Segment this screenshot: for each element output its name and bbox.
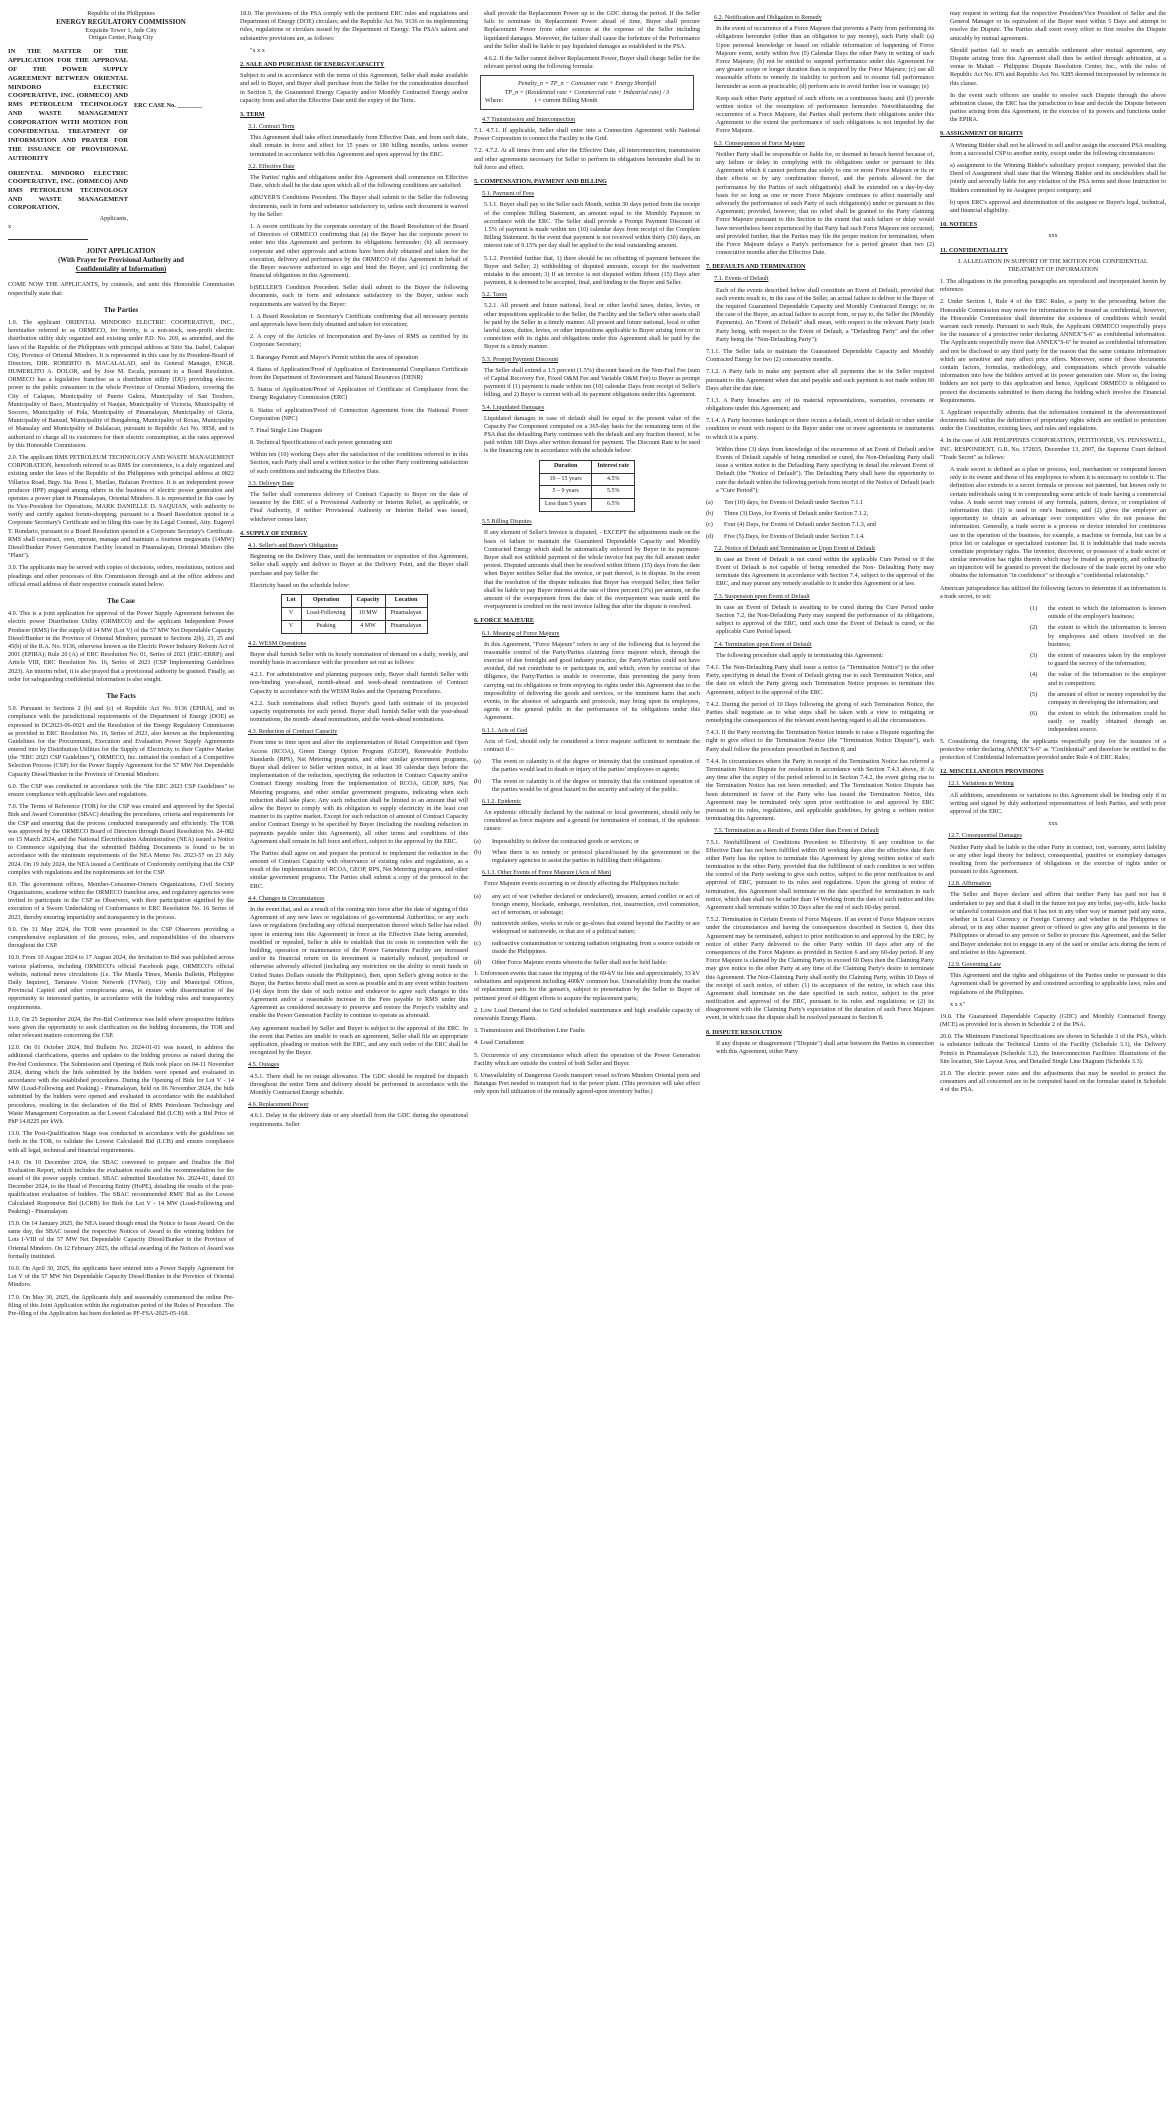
force-majeure-2: 2. Low Load Demand due to Grid scheduled maintenance and high available capacity of renewable Energy Plants.: [474, 1006, 700, 1022]
allegation-3: 3. Applicant respectfully submits that the information contained in the abovementioned documents fall within the definition of proprietary rights which are entitled to protection under the Constitution, existing laws, and rules and regulations.: [940, 408, 1166, 433]
case-caption: [8, 48, 234, 164]
list-item-text: The event or calamity is of the degree or intensity that the continued operation of the parties would be of great hazard to the security and safety of the public.: [492, 777, 700, 793]
list-item-text: radioactive contamination or ionizing radiation originating from a source outside or inside the Philippines.: [492, 939, 700, 955]
section-5-title: 5. COMPENSATION, PAYMENT AND BILLING: [474, 178, 607, 185]
list-item: (2) the extent to which the information is known by employees and others involved in the business;: [1030, 624, 1166, 648]
paragraph-6: 6.0. The CSP was conducted in accordance with the "the ERC 2023 CSP Guidelines" to ensure compliance with applicable laws and regulations.: [8, 782, 234, 799]
section-4-2-text: Buyer shall furnish Seller with its hourly nomination of demand on a daily, weekly, and monthly basis in accordance with the procedure set out as follows:: [250, 650, 468, 666]
list-item-text: The event or calamity is of the degree or intensity that the continued operation of the parties would lead to death or injury of the parties' employees or agents;: [492, 758, 700, 774]
section-3-3-text: The Seller shall commence delivery of Contract Capacity to Buyer on the date of issuance by the ERC of a Provisional Authority or Interim Relief, as applicable, or Final Authority, if neither Provisional Authority or Interim Relief was issued, whichever comes later;: [250, 491, 468, 523]
table-header-cell: Capacity: [351, 594, 385, 607]
section-6-2-text-b: Keep each other Party apprised of such efforts on a continuous basis; and (f) provide written notice of the resumption of performance hereunder. Notwithstanding the occurrence of a Force Majeure, the Parties shall perform their obligations under this Agreement to the extent the performance of such obligations is not impeded by the Force Majeure.: [716, 94, 934, 135]
paragraph-12: 12.0. On 01 October 2024, Bid Bulletin No. 2024-01-01 was issued, to address the additional clarifications, queries and updates to the bidding process as raised during the Pre-bid Conference. The Submission and Opening of Bids took place on 04-11 November 2024, during which the bids submitted by the bidders were opened and evaluated in accordance with the established procedures. During the Opening of Bids for Lot V - 14 MW (Load-Following and Peaking) - Pinamalayan, held on 06 November 2024, the bids submitted by the bidders were opened and evaluated in accordance with the established procedures, resulting in the declaration of the Bid of RMS Petroleum Technology and Waste Management Corporation as the Lowest Calculated Bid (LCB) with a Bid Price of PhP 14.8225 per kWh.: [8, 1044, 234, 1125]
list-item-text: Other Force Majeure events wherein the Seller shall not be held liable:: [492, 958, 668, 966]
table-cell: 5 – 9 years: [539, 486, 592, 499]
section-3-2-b-8: 8. Technical Specifications of each power generating unit: [250, 439, 393, 447]
section-3-title: 3. TERM: [240, 110, 265, 118]
applicants-names: ORIENTAL MINDORO ELECTRIC COOPERATIVE, INC. (ORMECO) AND RMS PETROLEUM TECHNOLOGY AND WASTE MANAGEMENT CORPORATION,: [8, 169, 128, 212]
applicants-label: Applicants,: [99, 215, 128, 223]
list-item: (a) Impossibility to deliver the contracted goods or services; or: [474, 838, 700, 846]
section-7-4-3: 7.4.3. If the Party receiving the Termination Notice intends to raise a Dispute regarding the right to give effect to the Termination Notice (the "Termination Notice Dispute"), such Party shall follow the procedure prescribed in Section 8; and: [706, 729, 934, 753]
section-7-1-4: 7.1.4. A Party becomes bankrupt or there occurs a default, event of default or other similar condition or event with respect to the Buyer under one or more agreements or instruments to which it is a party.: [706, 417, 934, 441]
section-4-3-text-b: The Parties shall agree on and prepare the protocol to implement the reduction in the amount of Contract Capacity with observance of existing rules and regulations, as a result of the implementation of RCOA, GEOP, RPS, Net Metering programs, and other similar government programs. The Parties shall submit a copy of the protocol to the ERC.: [250, 849, 468, 890]
section-10-title: 10. NOTICES: [940, 221, 978, 229]
table-header-cell: Interest rate: [592, 460, 635, 473]
paragraph-7: 7.0. The Terms of Reference (TOR) for the CSP was created and approved by the Special Bids and Award Committee (SBAC) detailing the procedures, criteria and requirements for the CSP and ensuring that the process conducted transparently and efficiently. The TOR was approved by the ORMECO Board of Directors through Board Resolution No. 24-082 on 15 March 2024, and the National Electrification Administration (NEA) issued a Notice to Commence signifying that the submitted Bidding Documents is found to be in accordance with the minimum requirements of the NEA Memo No. 2023-57 on 23 July 2024. On 19 July 2024, the NEA issued a Certificate of Conformity certifying that the CSP complies with regulations and the requirements set for the CSP.: [8, 803, 234, 876]
list-item-text: the extent of measures taken by the employer to guard the secrecy of the information;: [1048, 651, 1166, 668]
section-12-title: 12. MISCELLANEOUS PROVISIONS: [940, 768, 1044, 776]
force-majeure-4: 4. Load Curtailment: [474, 1039, 525, 1047]
allegation-1: 1. The allegations in the preceding paragraphs are reproduced and incorporated herein by reference.: [940, 278, 1166, 294]
section-3-3-title: 3.3. Delivery Date: [248, 479, 294, 487]
section-3-2-b: b)SELLER'S Condition Precedent. Seller shall submit to the Buyer the following documents, each in form and substance satisfactory to the Buyer, unless such requirements are waived by the Buyer:: [250, 284, 468, 308]
paragraph-16: 16.0. On April 30, 2025, the applicants have entered into a Power Supply Agreement for Lot V of the 57 MW Net Dependable Capacity Diesel/Bunker in the Province of Oriental Mindoro.: [8, 1264, 234, 1289]
formula-where: [485, 97, 689, 105]
section-8-text: If any dispute or disagreement ("Dispute") shall arise between the Parties in connection with this Agreement, either Party: [716, 1039, 934, 1055]
section-3-2-b-2: 2. A copy of the Articles of Incorporation and By-laws of RMS as certified by its Corporate Secretary;: [250, 333, 468, 349]
column-3: [474, 10, 700, 2118]
table-header-cell: Operation: [301, 594, 351, 607]
section-4-3-text: From time to time upon and after the implementation of Retail Competition and Open Access (RCOA), Green Energy Option Program (GEOP), Renewable Portfolio Standards (RPS), Net Metering programs, and other similar government programs, Buyer shall deliver to Seller written notice, in at least 30 calendar days before the implementation of the reduction, specifying the reduction in Contract Capacity and/or Contract Energy resulting from the implementation of RCOA, GEOP, RPS, Net Metering programs, and other similar government programs, indicating when such reduction shall take place. Any such reduction shall be limited to an amount that will allow the Buyer to comply with its obligation to supply electricity in the least cost manner to its captive market. Except for such reduction of amount of Contract Capacity and/or Contract Energy to be specified by Buyer (including the resulting reduction in payments payable under this Agreement), all other terms and conditions of this Agreement shall remain in full force and effect, subject to the approval by the ERC.: [250, 739, 468, 845]
document-header: [8, 10, 234, 42]
section-6-2-title: 6.2. Notification and Obligation to Remedy: [714, 14, 822, 21]
table-cell: Less than 5 years: [539, 499, 592, 512]
parties-heading: The Parties: [103, 305, 139, 314]
title-line-3: Confidentiality of Information): [75, 266, 167, 274]
penalty-formula: [480, 75, 694, 110]
section-12-7-text: Neither Party shall be liable to the other Party in contract, tort, warranty, strict liability or any other legal theory for indirect, consequential, punitive or exemplary damages resulting from the performance of obligations or the exercise of rights under or pursuant to this Agreement.: [950, 843, 1166, 876]
force-majeure-3: 3. Transmission and Distribution Line Faults: [474, 1027, 585, 1035]
section-2-text: Subject to and in accordance with the terms of this Agreement, Seller shall make available and sell to Buyer, and Buyer shall purchase from the Seller for the consideration described in Section 5, the Guaranteed Energy Capacity and/or Monthly Contracted Energy and/or capacity from and after the Effective Date until the expiry of the Term.: [240, 72, 468, 104]
list-item-text: nationwide strikes, works to rule or go-slows that extend beyond the Facility or are widespread or nationwide, or that are of a political nature;: [492, 920, 700, 936]
factor-list: [940, 605, 1166, 735]
list-item-text: Four (4) Days, for Events of Default under Section 7.1.3, and: [724, 521, 876, 529]
list-item-text: the extent to which the information is known outside of the employer's business;: [1048, 605, 1166, 621]
list-item-text: Three (3) Days, for Events of Default under Section 7.1.2,: [724, 510, 869, 518]
section-5-1-2: 5.1.2. Provided further that, 1) there should be no offsetting of payment between the Buyer and Seller; 2) withholding of disputed amounts, except for the inadvertent mistake in the amount; 3) If an invoice is not disputed within fifteen (15) Days after payment, it is deemed to be accepted, final, and binding to the Buyer and Seller.: [484, 254, 700, 287]
column-5: [940, 10, 1166, 2118]
section-7-1-3: 7.1.3. A Party breaches any of its material representations, warranties, covenants or obligations under this Agreement; and: [706, 396, 934, 413]
section-12-9-title: 12.9. Governing Law: [948, 960, 1001, 968]
section-4-title: 4. SUPPLY OF ENERGY: [240, 529, 308, 537]
section-7-1-2: 7.1.2. A Party fails to make any payment after all payments due to the Seller required pursuant to this Agreement when due and payable and such payment is not made within 60 Days after the due date;: [706, 368, 934, 392]
table-header-row: [281, 594, 427, 607]
section-5-1-title: 5.1. Payment of Fees: [482, 190, 535, 198]
list-item: (c) Four (4) Days, for Events of Default under Section 7.1.3, and: [706, 521, 934, 529]
quote-close: x x x": [950, 1000, 965, 1008]
section-5-4-title: 5.4. Liquidated Damages: [482, 403, 545, 411]
section-3-2-a-1: 1. A sworn certificate by the corporate secretary of the Board Resolution of the Board of Directors of ORMECO confirming that (a) the Buyer has the corporate power to enter into this Agreement and perform its obligations hereunder; (b) all necessary corporate and other approvals and actions have been duly obtained and taken for the execution, delivery and performance by the ORMECO of this Agreement in behalf of the Buyer was/were authorized to sign and bind the Buyer, and (c) confirming the financial obligations in this Agreement).: [250, 222, 468, 280]
paragraph-15: 15.0. On 14 January 2025, the NEA issued though email the Notice to Issue Award. On the same day, the SBAC issued the respective Notices of Award to the winning bidders for Lots I-VIII of the 57 MW Net Dependable Capacity Diesel/Bunker in the Province of Oriental Mindoro. On 12 February 2025, the official awarding of the Notices of Award was formally instituted.: [8, 1220, 234, 1260]
address-line-2: Ortigas Center, Pasig City: [88, 34, 154, 42]
list-item-text: Impossibility to deliver the contracted goods or services; or: [492, 837, 640, 845]
list-item: (5) the amount of effort or money expended by the company in developing the information; and: [1030, 690, 1166, 706]
section-3-2-b-4: 4. Status of Application/Proof of Application of Environmental Compliance Certificate from the Department of Environment and Natural Resources (DENR): [250, 365, 468, 381]
section-4-6-title: 4.6. Replacement Power: [248, 1101, 309, 1109]
formula-line-1: Penalty_n = TP_n − Consumer rate + Energy Shortfall: [517, 80, 657, 88]
formula-line-2: TP_n = (Residential rate + Commercial rate + Industrial rate) / 3: [504, 88, 670, 96]
section-7-2-text: In case an Event of Default is not cured within the applicable Cure Period or if the Event of Default is not capable of being remedied the Non- Defaulting Party may terminate this Agreement in accordance with Section 7.4, subject to the approval of the ERC, and may pursue any remedy available to it under this Agreement or at law.: [716, 555, 934, 588]
section-6-3-title: 6.3. Consequences of Force Majeure: [714, 139, 805, 147]
list-item-text: When there is no remedy or protocol placed/issued by the government or the regulatory agencies to assist the parties in fulfilling their obligations.: [492, 848, 700, 864]
list-item: (d) Five (5) Days, for Events of Default under Section 7.1.4.: [706, 533, 934, 541]
section-6-2-text: In the event of occurrence of a Force Majeure that prevents a Party from performing its obligations hereunder (other than an obligation to pay money), such Party shall: (a) Upon personal knowledge or based on reliable information of happening of Force Majeure event, notify within five (5) Calendar Days the other Party in writing of such Force Majeure; (b) not be entitled to suspend performance under this Agreement for any greater scope or longer duration than is required by the Force Majeure; (c) use all reasonable efforts to remedy its inability to perform and to resume full performance hereunder as soon as practicable; (d) perform acts to avoid further loss or wastage; (e): [716, 25, 934, 90]
republic-line: Republic of the Philippines: [87, 10, 155, 17]
section-3-1-text: This Agreement shall take effect immediately from Effective Date, and from such date, shall remain in force and effect for 15 years or 180 billing months, unless sooner terminated in accordance with this Agreement and upon approval by the ERC.: [250, 134, 468, 158]
section-3-1-title: 3.1. Contract Term: [248, 123, 295, 131]
section-3-2-title: 3.2. Effective Date: [248, 162, 295, 170]
table-header-cell: Lot: [281, 594, 301, 607]
paragraph-20: 20.0. The Minimum Functional Specifications are shown in Schedule 3 of the PSA, which is substance indicate the Technical Limits of the Facility (Schedule 3.1), the Delivery Point/s in Pinamalayan (Schedule 3.2), the Interconnection Facilities: Illustrations of the Site location, Site Layout Area, and Detailed Single Line Diagram (Schedule 3.3).: [940, 1033, 1166, 1065]
section-4-5-1: 4.5.1. There shall be no outage allowance. The GDC should be required for dispatch throughout the entire Term and delivery should be performed in accordance with the Monthly Contracted Energy schedule.: [250, 1072, 468, 1096]
section-7-1-title: 7.1. Events of Default: [714, 275, 769, 283]
section-5-5-title: 5.5 Billing Disputes: [482, 518, 532, 526]
section-7-1-1: 7.1.1. The Seller fails to maintain the Guaranteed Dependable Capacity and Monthly Contracted Energy for two (2) consecutive months.: [706, 347, 934, 364]
paragraph-17: 17.0. On May 30, 2025, the Applicants duly and seasonably commenced the online Pre-filing of this Joint Application within the registration period of the Rules of Procedure. The Pre-filing of the Application has been docketed as PF-FSA-2025-05-168.: [8, 1293, 234, 1317]
column-1: [8, 10, 234, 2118]
section-12-1-title: 12.1. Variations in Writing: [948, 780, 1014, 788]
force-majeure-5: 5. Occurrence of any circumstance which affect the operation of the Power Generation Facility which are outside the control of both Seller and Buyer.: [474, 1051, 700, 1067]
section-3-2-b-5: 5. Status of Application/Proof of Application of Certificate of Compliance from the Energy Regulatory Commission (ERC): [250, 386, 468, 402]
caption-divider: [8, 233, 88, 240]
section-9-a: a) assignment to the Winning Bidder's subsidiary project company, provided that the Deed of Assignment shall state that the Winning Bidder and its stockholders shall be jointly and severally liable for any violation of the PSA terms and those Instruction to Bidders committed by its Assignee project company; and: [950, 162, 1166, 194]
table-cell: 6.5%: [592, 499, 635, 512]
list-item: (b) nationwide strikes, works to rule or go-slows that extend beyond the Facility or are widespread or nationwide, or that are of a political nature;: [474, 920, 700, 936]
table-cell: 10 – 15 years: [539, 473, 592, 486]
list-item: (3) the extent of measures taken by the employer to guard the secrecy of the information;: [1030, 651, 1166, 668]
list-item-text: the value of the information to the employer and to competitors;: [1048, 671, 1166, 687]
list-item-text: Ten (10) days, for Events of Default under Section 7.1.1: [724, 498, 864, 506]
paragraph-1: 1.0. The applicant ORIENTAL MINDORO ELECTRIC COOPERATIVE, INC., hereinafter referred to as ORMECO, for brevity, is a non-stock, non-profit electric distribution utility duly organized and existing under P.D. No. 269, as amended, and the laws of the Republic of the Philippines with principal address at Sitio Sta. Isabel, Calapan City, Province of Oriental Mindoro. It is represented in this case by its President-Board of Directors, DIR. ROBERTO B. MACALALAD, and its General Manager, ENGR. HUMERLITO A. DOLOR, and by Jose M. Escala, pursuant to a Board Resolution. ORMECO has a legislative franchise as a distribution utility (DU) providing electric power to the public consumers in the whole Province of Oriental Mindoro, covering the City of Calapan, Municipality of Puerto Galera, Municipality of San Teodoro, Municipality of Baco, Municipality of Naujan, Municipality of Victoria, Municipality of Socorro, Municipality of Pola, Municipality of Pinamalayan, Municipality of Gloria, Municipality of Bansud, Municipality of Bongabong, Municipality of Roxas, Municipality of Mansalay and Municipality of Bulalacao, pursuant to Republic Act No. 9958, and is authorized to charge all its customers for their electric consumption, at the rates approved by this Honorable Commission.: [8, 318, 234, 449]
section-3-2-a: a)BUYER'S Conditions Precedent. The Buyer shall submit to the Seller the following documents, each in form and substance satisfactory to, unless such document is waived by the Seller:: [250, 194, 468, 218]
section-6-1-title: 6.1. Meaning of Force Majeure: [482, 629, 560, 637]
facts-heading: The Facts: [106, 691, 136, 700]
section-4-1-text: Beginning on the Delivery Date, until the termination or expiration of this Agreement, Seller shall supply and deliver to Buyer at the Delivery Point, and the Buyer shall purchase and pay Seller the: [250, 553, 468, 577]
allegation-5: 5. Considering the foregoing, the applicants respectfully pray for the issuance of a protective order declaring ANNEX"S-6" as "Confidential" and therefore be entitled to the protection of Confidential Information provided under Rule 4 of ERC Rules;: [940, 737, 1166, 761]
section-4-1-title: 4.1. Seller's and Buyer's Obligations: [248, 541, 338, 549]
case-number: ERC CASE No. ________: [134, 101, 203, 109]
section-7-4-title: 7.4. Termination upon Event of Default: [714, 640, 812, 648]
paragraph-3: 3.0. The applicants may be served with copies of decisions, orders, resolutions, notices and pleadings and other processes of this Commission through and at the office address and official email address of their respective counsels stated below.: [8, 564, 234, 588]
section-6-1-1-title: 6.1.1. Acts of God: [482, 726, 528, 734]
section-5-4-text: Liquidated damages in case of default shall be equal to the present value of the Capacity Fee Component computed on a 365-day basis for the remaining term of the PSA that the defaulting Party continues with the default and any fraction thereof, to be paid within 180 Days after written demand for payment. The Discount Rate to be used is the financing rate in accordance with the schedule below:: [484, 414, 700, 455]
allegation-2: 2. Under Section 1, Rule 4 of the ERC Rules, a party to the proceeding before the Honorable Commission may move for information to be treated as confidential, however, the Honorable Commission shall determine the existence of conditions which would warrant such remedy. Pursuant to such Rule, the Applicant ORMECO respectfully prays for the issuance of a protective order declaring ANNEX"S-6" as confidential information. The Applicants respectfully move that ANNEX"S-6" be treated as confidential information and not be disclosed to any third party for the reason that the same contains information which are sensitive and may affect price offers. Moreover, some of these documents contain factors, formulas, methodology, and computations which provide valuable information into how the bidders arrived at its power generation rate. More so, the losing bidders are not party to this application and hence, Applicant ORMECO is obligated to protect the documents submitted to them during the bidding which involve the Financial Requirements.: [940, 298, 1166, 404]
table-cell: Pinamalayan: [385, 620, 427, 633]
table-row: [539, 486, 634, 499]
section-7-title: 7. DEFAULTS AND TERMINATION: [706, 263, 806, 271]
list-item-text: any act of war (whether declared or undeclared), invasion, armed conflict or act of foreign enemy, blockade, embargo, revolution, riot, insurrection, civil commotion, act of terrorism, or sabotage;: [492, 892, 700, 916]
section-4-2-2: 4.2.2. Such nominations shall reflect Buyer's good faith estimate of its projected capacity requirements for such period. Buyer shall furnish Seller with the year-ahead nominations, the month- ahead nominations, and the week-ahead nominations.: [250, 699, 468, 724]
table-cell: V: [281, 620, 301, 633]
section-12-7-title: 12.7. Consequential Damages: [948, 832, 1022, 840]
list-item: (a) Ten (10) days, for Events of Default under Section 7.1.1: [706, 499, 934, 507]
list-item: (b) Three (3) Days, for Events of Default under Section 7.1.2,: [706, 510, 934, 518]
section-7-5-title: 7.5. Termination as a Result of Events Other than Event of Default: [714, 827, 879, 835]
paragraph-11: 11.0. On 25 September 2024, the Pre-Bid Conference was held where prospective bidders were given the opportunity to seek clarification on the bidding documents, the TOR and other relevant matters concerning the CSP.: [8, 1015, 234, 1040]
case-heading: The Case: [107, 596, 135, 605]
paragraph-2: 2.0. The applicant RMS PETROLEUM TECHNOLOGY AND WASTE MANAGEMENT CORPORATION, henceforth referred to as RMS for convenience, is a duly organized and existing under the laws of the Republic of the Philippines with principal address at 0822 Villarica Road, Brgy. Sta. Rosa 1, Marilao, Bulacan Province. It is an independent power producer (IPP) engaged among others in the business of electric power generation and operates a power plant in Pinamalayan, Oriental Mindoro. It is represented in this case by its Vice-President for Operations, MARK DANIELLE D. SAQUIAN, with authority to verify and certify against forum-shopping, pursuant to a Board Resolution quoted in a Corporate Secretary's Certificate and in filing this case by its Legal Counsel, Atty. Eugenyl T. Rondario, pursuant to a Board Resolution quoted in a Corporate Secretary's Certificate. RMS shall construct, own, operate, manage and maintain a fourteen megawatts (14MW) Diesel/Bunker Power Generation Facility located in Pinamalayan, Oriental Mindoro (the "Plant").: [8, 453, 234, 560]
force-majeure-6: 6. Unavailability of Dangerous Goods transport vessel to/from Mindoro Oriental ports and Batangas Port needed to transport fuel to the power plant. (This provision will take effect only upon full utilization of the mutually agreed-upon inventory buffer.): [474, 1071, 700, 1096]
section-5-5-text: If any element of Seller's Invoice is disputed, - EXCEPT the adjustments made on the basis of failure to maintain the Guaranteed Dependable Capacity and Monthly Contracted Energy which shall be automatically enforced by Buyer in its payment-Buyer shall not withhold payment of the whole invoice but pay the full amount under protest. Disputed amounts shall then be resolved within fifteen (15) days from the date when Buyer notifies Seller that the invoice, or part thereof, is in dispute. In the event that the resolution of the dispute indicates that Buyer has overpaid Seller, then Seller shall be liable to pay Buyer interest at the rate of three percent (3%) per annum, on the amount of the overpayment from the date of the overpayment was made until the overpayment is credited on the next invoice falling due after the dispute is resolved.: [484, 529, 700, 611]
title-line-1: JOINT APPLICATION: [86, 248, 156, 256]
paragraph-8: 8.0. The government offices, Member-Consumer-Owners Organizations, Civil Society Organizations, academe within the ORMECO franchise area, and regulatory agencies were invited to participate in the CSP as Observers, with their participation signified by the execution of a Sworn Undertaking of Conformance to ERC Resolution No. 16 Series of 2023, thereby ensuring impartiality and transparency in the process.: [8, 880, 234, 921]
section-7-5-1: 7.5.1. Nonfulfillment of Conditions Precedent to Effectivity. If any condition to the Effective Date has not been fulfilled within 60 working days after the effective date then either Party has the option to terminate this Agreement by giving written notice of such termination to the other Party, provided that the fulfillment of such condition is not within the control of the Party seeking to give such notice, subject to the prior notification to and approval of ERC, pursuant to its rules and regulations. Upon the giving of notice of termination, this Agreement shall terminate on the date specified for termination in such notice, which date shall not be earlier than 14 Working from the date of such notice and this Agreement shall terminate within 30 Days after the end of such 60-day period.: [706, 838, 934, 911]
section-4-5-title: 4.5. Outages: [248, 1061, 280, 1069]
section-8-arbitration: Should parties fail to reach an amicable settlement after mutual agreement, any Dispute arising from this Agreement shall then be settled through arbitration, at a venue in Makati – Philippine Dispute Resolution Center, Inc., with the rules of Republic Act No. 876 and Republic Act No. 9285 deemed incorporated by reference in this clause.: [950, 46, 1166, 87]
discount-rate-table: [539, 460, 635, 513]
paragraph-19: 19.0. The Guaranteed Dependable Capacity (GDC) and Monthly Contracted Energy (MCE) as provided for is shown in Schedule 2 of the PSA.: [940, 1012, 1166, 1029]
list-item-text: the amount of effort or money expended by the company in developing the information; and: [1048, 690, 1166, 706]
caption-x: x: [8, 223, 12, 231]
paragraph-18: 18.0. The provisions of the PSA comply with the pertinent ERC rules and regulations and Department of Energy (DOE) circulars; and the Republic Act No. 9136 or its implementing rules, regulations or circulars issued by the Department of Energy. The PSA's salient and substantive provisions are, as follows:: [240, 10, 468, 42]
section-5-2-title: 5.2. Taxes: [482, 291, 508, 299]
table-row: [539, 473, 634, 486]
section-12-1-text: All additions, amendments or variations to this Agreement shall be binding only if in writing and signed by duly authorized representatives of both Parties, and with prior approval of the ERC.: [950, 791, 1166, 815]
section-6-1-2-text: An epidemic officially declared by the national or local government, should only be considered as force majeure and a ground for termination of contract, if the epidemic causes:: [484, 809, 700, 833]
allegation-4: 4. In the case of AIR PHILIPPINES CORPORATION, PETITIONER, VS. PENNSWELL, INC. RESPONDENT, G.R. No. 172835, December 13, 2007, the Supreme Court defined "Trade Secret" as follows:: [940, 437, 1166, 461]
section-4-1-schedule: Electricity based on the schedule below:: [250, 581, 350, 589]
section-4-4-text: In the event that, and as a result of the coming into force after the date of signing of this Agreement of any new laws or regulations of go-vernmental Authorities; or any such laws or regulations (including any official interpretation thereof which Seller has relied upon in entering into this Agreement) in force at the Effective Date being amended, modified or repealed, Seller is able to establish that its costs in connection with the building, operation or maintenance of the Power Generation Facility are increased and/or its financial return on its investment is materially reduced, prejudiced or otherwise adversely affected (including any restriction on the ability to remit funds in United States Dollars outside the Philippines), then, upon Seller's giving notice to the Buyer, the Parties hereto shall meet as soon as possible and in any event within fourteen (14) days from the date of such notice and endeavor to agree such changes to this Agreement and/or a reasonable increase in the Fees payable to RMS under this Agreement as considered necessary to preserve and restore the Project's viability and enable the Power Generation Facility to continue to operate as aforesaid.: [250, 906, 468, 1020]
section-7-3-text: In case an Event of Default is awaiting to be cured during the Cure Period under Section 7.2, the Non-Defaulting Party may suspend the performance of its obligations, subject to approval of the ERC, until such time the Event of Default is cured, or the applicable Cure Period lapsed.: [716, 603, 934, 636]
formula-where-t: t = current Billing Month: [534, 96, 598, 104]
section-7-4-text: The following procedure shall apply in terminating this Agreement:: [716, 651, 884, 659]
allegation-heading: I. ALLEGATION IN SUPPORT OF THE MOTION FOR CONFIDENTIAL TREATMENT OF INFORMATION: [958, 257, 1148, 273]
list-item: (a) The event or calamity is of the degree or intensity that the continued operation of the parties would lead to death or injury of the parties' employees or agents;: [474, 758, 700, 774]
section-4-4-text-b: Any agreement reached by Seller and Buyer is subject to the approval of the ERC. In the event that Parties are unable to reach an agreement, Seller shall file an appropriate application, pleading or motion with the ERC, and any such order of the ERC shall be recognized by the Buyer.: [250, 1024, 468, 1057]
allegation-4-factors: American jurisprudence has utilized the following factors to determine if an information is a trade secret, to wit:: [940, 584, 1166, 600]
document-title: [8, 248, 234, 275]
section-8-erc: In the event such officers are unable to resolve such Dispute through the above arbitration clause, the ERC has the jurisdiction to hear and decide the Dispute between parties arising from this Agreement, in the exercise of its powers and functions under the EPIRA.: [950, 91, 1166, 124]
section-6-1-text: In this Agreement, "Force Majeure" refers to any of the following that is beyond the reasonable control of the Party/Parties claiming force majeure which, through the exercise of due foresight and good industry practice, the Party/Parties could not have avoided, did not contribute to or participate in, and which, even by exercise of due diligence, the Party/Parties is unable to overcome, thus preventing the party from carrying out its obligations or from enjoying its rights under this Agreement due to the impossibility of delivering the goods and services, or the imminent harm that such events, in the absence of safeguards and protocols, may bring upon its employees, agents or the general public in the performance of its obligations under this Agreement.: [484, 640, 700, 722]
section-12-9-text: This Agreement and the rights and obligations of the Parties under or pursuant to this Agreement shall be governed by and construed according to applicable laws, rules and regulations of the Philippines.: [950, 972, 1166, 996]
list-item-text: the extent to which the information could be easily or readily obtained through an independent source.: [1048, 710, 1166, 734]
section-7-3-title: 7.3. Suspension upon Event of Default: [714, 592, 810, 600]
section-7-2-title: 7.2. Notice of Default and Termination or Upon Event of Default: [714, 544, 875, 552]
section-6-1-2-title: 6.1.2. Epidemic: [482, 797, 522, 805]
section-7-5-2: 7.5.2. Termination in Certain Events of Force Majeure. If an event of Force Majeure occurs under the circumstances and having the consequences described in Section 6, then this Agreement may be terminated, subject to prior notification to and approval by the ERC, by notice of either Party delivered to the other Party within 10 days after any of the consequences of the Force Majeure as provided in Section 6 and any 60-day period. If any Force Majeure is claimed by the Claiming Party to exceed 60 Days then the Claiming Party may give notice to the other Party at any time of the Claiming Party's desire to terminate this Agreement. The Non-Claiming Party shall notify the Claiming Party, within 10 Days of the receipt of such notice, of either: (1) its acceptance of the notice, in which case this Agreement shall terminate on the date specified in such notice, subject to the prior notification and approval of the ERC, pursuant to its rules and regulations; or (2) its disagreement with the Claiming Party's expectation of the duration of such Force Majeure event, in which case the dispute shall be resolved pursuant to Section 8.: [706, 916, 934, 1022]
list-item: (c) radioactive contamination or ionizing radiation originating from a source outside or inside the Philippines.: [474, 939, 700, 955]
commission-name: ENERGY REGULATORY COMMISSION: [56, 17, 186, 26]
section-7-1-text: Each of the events described below shall constitute an Event of Default, provided that such events result to, in the case of the Seller, an actual failure to deliver to the Buyer of the required Guaranteed Dependable Capacity and Monthly Contracted Energy; or, in the case of the Buyer, an actual failure to accept from, or pay to, the Seller the (Monthly Payments). An "Event of Default" shall mean, with respect to the relevant Party (such Party being, with respect to the Event of Default, a "Defaulting Party" and the other Party being the "Non-Defaulting Party"):: [716, 286, 934, 343]
trade-secret-quote: A trade secret is defined as a plan or process, tool, mechanism or compound known only to its owner and those of his employees to whom it is necessary to confide it. The definition also extends to a secret formula or process not patented, but known only to certain individuals using it in compounding some article of trade having a commercial value. A trade secret may consist of any formula, pattern, device, or compilation of information that: (1) is used in one's business; and (2) gives the employer an opportunity to obtain an advantage over competitors who do not possess the information. Generally, a trade secret is a process or device intended for continuous use in the operation of the business, for example, a machine or formula, but can be a price list or catalogue or specialized customer list. It is indubitable that trade secrets constitute proprietary rights. The inventor, discoverer, or possessor of a trade secret or similar innovation has rights therein which may be treated as property, and ordinarily an injunction will be granted to prevent the disclosure of the trade secret by one who obtains the information "in confidence" or through a "confidential relationship.": [950, 466, 1166, 580]
section-12-8-title: 12.8. Affirmation: [948, 880, 992, 888]
paragraph-5: 5.0. Pursuant to Sections 2 (b) and (c) of Republic Act No. 9136 (EPIRA), and in compliance with the jurisdictional requirements of the Department of Energy (DOE) as expressed in DC2023-06-0021 and the Resolution of the Energy Regulatory Commission as provided in ERC Resolution No. 16, Series of 2023, also known as the Implementing Guidelines for the Procurement, Execution and Evaluation Power Supply Agreements entered into by Distribution Utilities for the Supply of Electricity to their Captive Market (the "ERC 2023 CSP Guidelines"), ORMECO, Inc. initiated the conduct of a Competitive Selection Process (CSP) for the Power Supply Agreement for the 57 MW Net Dependable Capacity Diesel/Bunker in the Province of Oriental Mindoro.: [8, 705, 234, 778]
table-cell: V: [281, 607, 301, 620]
quote-open: "x x x: [250, 46, 265, 54]
section-7-4-1: 7.4.1. The Non-Defaulting Party shall issue a notice (a "Termination Notice") to the other Party, specifying in detail the Event of Default giving rise to such Termination Notice, and the date on which the Party giving such Termination Notice proposes to terminate this Agreement, subject to the approval of the ERC.: [706, 663, 934, 696]
section-3-2-b-7: 7. Final Single Line Diagram: [250, 426, 323, 434]
table-cell: Pinamalayan: [385, 607, 427, 620]
section-5-3-text: The Seller shall extend a 1.5 percent (1.5%) discount based on the Non-Fuel Fee (sum of Capital Recovery Fee, Fixed O&M Fee and Variable O&M Fee) to Buyer as prompt payment if (1) payment is made within ten (10) calendar Days from receipt of Seller's billing, and 2) Buyer is current with all its payment obligations under this Agreement.: [484, 366, 700, 399]
paragraph-10: 10.0. From 10 August 2024 to 17 August 2024, the Invitation to Bid was published across various platforms, including ORMECO's official Facebook page, ORMECO's official website, national news circulations (i.e. The Manila Times, Manila Bulletin, Philippine Daily Inquirer), Tamaraw Vision Network (TVNet), City and Municipal Offices, Provincial Capitol and other conspicuous areas, to ensure wide dissemination of the opportunity to interested parties, in accordance with the bidding rules and transparency requirements.: [8, 954, 234, 1011]
section-4-7-title: 4.7 Transmission and Interconnection: [482, 115, 576, 123]
paragraph-21: 21.0. The electric power rates and the adjustments that may be needed to protect the consumers and all concerned are to be computed based on the formulae stated in Schedule 4 of the PSA.: [940, 1070, 1166, 1094]
table-row: [539, 499, 634, 512]
section-4-6-1: 4.6.1. Delay in the delivery date or any shortfall from the GDC during the operational requirements. Seller: [250, 1112, 468, 1128]
list-item-text: the extent to which the information is known by employees and others involved in the business;: [1048, 624, 1166, 648]
section-5-3-title: 5.3. Prompt Payment Discount: [482, 355, 559, 363]
section-3-2-c: Within ten (10) working Days after the satisfaction of the conditions referred to in this Section, each Party shall send a written notice to the other Party confirming satisfaction of such conditions and indicating the Effective Date.: [250, 451, 468, 475]
paragraph-13: 13.0. The Post-Qualification Stage was conducted in accordance with the guidelines set forth in the TOR, to validate the Lowest Calculated Bid (LCB) and ensure compliance with all legal, technical and financial requirements.: [8, 1130, 234, 1154]
section-5-1-1: 5.1.1. Buyer shall pay to the Seller each Month, within 30 days period from the receipt of the complete Billing Statement, an amount equal to the Monthly Payment in accordance with the ERC. The Seller shall provide a Prompt Payment Discount of 1.5% of payment is made within ten (10) calendar days from receipt of the Complete Billing Statement. In the event that payment is not received within thirty (30) days, an interest rate of 0.15% per day shall be applied to the total outstanding amount.: [484, 201, 700, 250]
table-cell: 10 MW: [351, 607, 385, 620]
title-line-2: (With Prayer for Provisional Authority and: [58, 257, 184, 265]
section-4-6-2: 4.6.2. If the Seller cannot deliver Replacement Power, Buyer shall charge Seller for the relevant period using the following formula:: [484, 54, 700, 71]
section-7-4-2: 7.4.2. During the period of 10 Days following the giving of such Termination Notice, the Parties shall negotiate as to what steps shall be taken with a view to mitigating or remedying the consequences of the relevant event having regard to all the circumstances.: [706, 700, 934, 725]
table-cell: 5.5%: [592, 486, 635, 499]
list-item: (1) the extent to which the information is known outside of the employer's business;: [1030, 605, 1166, 621]
ellipsis-marker: xxx: [1048, 232, 1058, 240]
section-8-continued: may request in writing that the respective President/Vice President of Seller and the General Manager or its equivalent of the Buyer meet within 5 Days and attempt to resolve the Dispute. The Parties shall exert every effort to first resolve the Dispute amicably by mutual agreement.: [950, 10, 1166, 42]
list-item: (d) Other Force Majeure events wherein the Seller shall not be held liable:: [474, 959, 700, 967]
table-cell: Peaking: [301, 620, 351, 633]
paragraph-4: 4.0. This is a joint application for approval of the Power Supply Agreement between the electric power Distribution Utility (ORMECO) and the applicant Independent Power Producer (RMS) for the supply of 14 MW (Lot V) of the 57 MW Net Dependable Capacity Diesel/Bunker in the Province of Oriental Mindoro, pursuant to Sections 2(b), 23, 25 and 45(b) of the R.A. No. 9136, otherwise known as the Electric Power Industry Reform Act of 2001 (EPIRA); Rule 20 (A) of ERC Resolution No. 01, Series of 2021 (ERC-ERRP); and Article VIII, ERC Resolution No. 16, Series of 2023 (CSP Implementing Guidelines 2023). An interim relief, it is also prayed that a provisional authority be granted. Finally, an order for safeguarding confidential information is also sought.: [8, 610, 234, 683]
section-4-7-1: 7.1. 4.7.1. If applicable, Seller shall enter into a Connection Agreement with National Power Corporation to connect the Facility to the Grid.: [474, 127, 700, 143]
section-11-title: 11. CONFIDENTIALITY: [940, 246, 1009, 254]
section-3-2-b-1: 1. A Board Resolution or Secretary's Certificate confirming that all necessary permits and approvals have been duly obtained and taken for execution;: [250, 312, 468, 328]
section-9-text: A Winning Bidder shall not be allowed to sell and/or assign the executed PSA resulting from a successful CSP to another entity, except under the following circumstances:: [950, 141, 1166, 157]
list-item: (6) the extent to which the information could be easily or readily obtained through an independent source.: [1030, 710, 1166, 734]
section-7-4-4: 7.4.4. In circumstances where the Party in receipt of the Termination Notice has referred a Termination Notice Dispute for resolution in accordance with Section 7.4.3 above, if: At any time after the expiry of the period referred to in Section 7.4.2, the event giving rise to the Termination Notice has not been remedied; and The Termination Notice Dispute has been determined in favor of the Party who has issued the Termination Notice, this Agreement may be terminated only upon prior notification to and approval by ERC pursuant to its rules, regulations, and applicable guidelines, by giving a written notice terminating this Agreement.: [706, 757, 934, 823]
section-2-title: 2. SALE AND PURCHASE OF ENERGY/CAPACITY: [240, 60, 385, 68]
table-cell: 4 MW: [351, 620, 385, 633]
list-item: (a) any act of war (whether declared or undeclared), invasion, armed conflict or act of foreign enemy, blockade, embargo, revolution, riot, insurrection, civil commotion, act of terrorism, or sabotage;: [474, 892, 700, 916]
list-item-text: Five (5) Days, for Events of Default under Section 7.1.4.: [724, 532, 865, 540]
address-line-1: Exquisite Tower 1, Jade City: [85, 26, 157, 34]
section-4-6-continued: shall provide the Replacement Power up to the GDC during the period. If the Seller fails to nominate its Replacement Power ahead of time, Buyer shall procure Replacement Power from other sources at the expense of the Seller including liquidated damages. Moreover, the failure shall cause the forfeiture of the Performance and the Seller shall be liable to pay liquidated damages as established in the PSA.: [484, 10, 700, 50]
section-4-2-1: 4.2.1. For administrative and planning purposes only, Buyer shall furnish Seller with non-binding year-ahead, month-ahead and week-ahead nominations of Contract Capacity in accordance with the WESM Rules and the Operating Procedures.: [250, 671, 468, 695]
section-3-2-b-3: 3. Barangay Permit and Mayor's Permit within the area of operation: [250, 353, 418, 361]
list-item: (b) The event or calamity is of the degree or intensity that the continued operation of the parties would be of great hazard to the security and safety of the public.: [474, 777, 700, 793]
section-5-2-1: 5.2.1. All present and future national, local or other lawful taxes, duties, levies, or other impositions applicable to the Seller, the Facility and the Seller's other assets shall be paid by the Seller in a timely manner. All present and future national, local or other lawful taxes, duties, levies, or other impositions applicable to Buyer arising from or in connection with its rights and obligations under this Agreement shall be paid by the Buyer in a timely manner.: [484, 302, 700, 351]
table-cell: Load-Following: [301, 607, 351, 620]
table-header-row: [539, 460, 634, 473]
section-9-title: 9. ASSIGNMENT OF RIGHTS: [940, 130, 1023, 138]
section-3-2-text: The Parties' rights and obligations under this Agreement shall commence on Effective Date, which shall be the date upon which all of the following conditions are satisfied:: [250, 174, 468, 190]
section-4-7-2: 7.2. 4.7.2. At all times from and after the Effective Date, all interconnection, transmission and other agreements necessary for Seller to perform its obligations hereunder shall be in full force and effect.: [474, 147, 700, 171]
table-row: [281, 607, 427, 620]
supply-schedule-table: [281, 594, 428, 634]
section-7-1-cure: Within three (3) days from knowledge of the occurrence of an Event of Default and/or Events of Default capable of being remedied or cured, the Non-Defaulting Party shall issue a written notice to the Defaulting Party specifying in detail the relevant Event of Default (the "Notice of Default"). The Defaulting Party shall have the opportunity to cure the default within the following periods from receipt of the Notice of Default (each a "Cure Period"):: [716, 445, 934, 494]
section-12-8-text: The Seller and Buyer declare and affirm that neither Party has paid nor has it undertaken to pay and that it shall in the future not pay any bribe, pay-offs, kick- backs or unlawful commission and that it has not in any other way or manner paid any sums, whether in Local Currency or Foreign Currency and whether in the Philippines or abroad, or in any other manner given or offered to give any gifts and presents in the Philippines or abroad to any person or Seller to procure this Agreement, and the Seller and Buyer undertake not to engage in any of the said or similar acts during the term of and relative to this Agreement.: [950, 891, 1166, 956]
ellipsis-marker: xxx: [1048, 820, 1058, 828]
section-6-1-3-title: 6.1.3. Other Events of Force Majeure (Acts of Man): [482, 869, 612, 877]
column-2: [240, 10, 468, 2118]
list-item: (b) When there is no remedy or protocol placed/issued by the government or the regulatory agencies to assist the parties in fulfilling their obligations.: [474, 848, 700, 864]
paragraph-14: 14.0. On 10 December 2024, the SBAC convened to prepare and finalize the Bid Evaluation Report, which includes the evaluation results and the recommendation for the award of the power supply contract. SBAC submitted Resolution No. 2024-01, dated 03 December 2024, to the Head of Procuring Entity (HoPE), detailing the results of the post-qualification evaluation of bidders. The SBAC recommended RMS' Bid as the Lowest Calculated Responsive Bid (LCRB) for Bids for Lot V - 14 MW (Load-Following and Peaking) - Pinamalayan.: [8, 1158, 234, 1215]
section-8-title: 8. DISPUTE RESOLUTION: [706, 1028, 782, 1036]
section-4-3-title: 4.3. Reduction of Contract Capacity: [248, 728, 338, 736]
section-4-2-title: 4.2. WESM Operations: [248, 639, 306, 647]
section-6-3-text: Neither Party shall be responsible or liable for, or deemed in breach hereof because of, any failure or delay in complying with its obligations under or pursuant to this Agreement which it cannot perform due solely to one or more Force Majeure or its or their effects or by any combination thereof, and the periods allowed for the performance by the Parties of such obligation(s) shall be extended on a day-by-day basis for so long as one or more Force Majeure continues to affect materially and adversely the performance of such Party of such obligation(s) under or pursuant to this Agreement; provided, however, that no relief shall be granted to the Party claiming Force Majeure pursuant to this Section to the extent that such failure or delay would have nevertheless been experienced by that Party had such Force Majeure not occurred; and provided further, that the Parties may file the proper motion for termination, when the Force Majeure delays a Party's performance for a period greater than two (2) consecutive months after the Effective Date.: [716, 150, 934, 257]
paragraph-9: 9.0. On 31 May 2024, the TOR were presented to the CSP Observers providing a comprehensive explanation of the process, roles, and responsibilities of the observers throughout the CSP.: [8, 925, 234, 950]
section-6-title: 6. FORCE MAJEURE: [474, 617, 534, 625]
section-3-2-b-6: 6. Status of application/Proof of Connection Agreement from the National Power Corporation (NPC): [250, 406, 468, 422]
table-header-cell: Duration: [539, 460, 592, 473]
section-6-1-3-text: Force Majeure events occurring in or directly affecting the Philippines include:: [484, 880, 680, 888]
section-4-4-title: 4.4. Changes in Circumstances: [248, 894, 325, 902]
intro-paragraph: COME NOW THE APPLICANTS, by counsels, and unto this Honorable Commission respectfully state that:: [8, 281, 234, 297]
force-majeure-1: 1. Unforeseen events that cause the tripping of the 69-kV tie line and approximately, 33 kV substations and equipment including 400kV common bus. Unavailability from the market of replacement parts for the genset/s, subject to presentation by the Seller to Buyer of pertinent proof of diligent efforts to acquire the replacement parts;: [474, 970, 700, 1002]
table-row: [281, 620, 427, 633]
formula-where-label: Where:: [485, 96, 504, 104]
caption-matter: IN THE MATTER OF THE APPLICATION FOR THE APPROVAL OF THE POWER SUPPLY AGREEMENT BETWEEN ORIENTAL MINDORO ELECTRIC COOPERATIVE, INC. (ORMECO) AND RMS PETROLEUM TECHNOLOGY AND WASTE MANAGEMENT CORPORATION WITH MOTION FOR CONFIDENTIAL TREATMENT OF INFORMATION AND PRAYER FOR THE ISSUANCE OF PROVISIONAL AUTHORITY: [8, 48, 128, 162]
table-cell: 4.5%: [592, 473, 635, 486]
table-header-cell: Location: [385, 594, 427, 607]
section-9-b: b) upon ERC's approval and determination of the assignee or Buyer's legal, technical, and financial eligibility.: [950, 198, 1166, 214]
column-4: [706, 10, 934, 2118]
list-item: (4) the value of the information to the employer and to competitors;: [1030, 671, 1166, 687]
section-6-1-1-text: Acts of God, should only be considered a force majeure sufficient to terminate the contract if –: [484, 737, 700, 753]
